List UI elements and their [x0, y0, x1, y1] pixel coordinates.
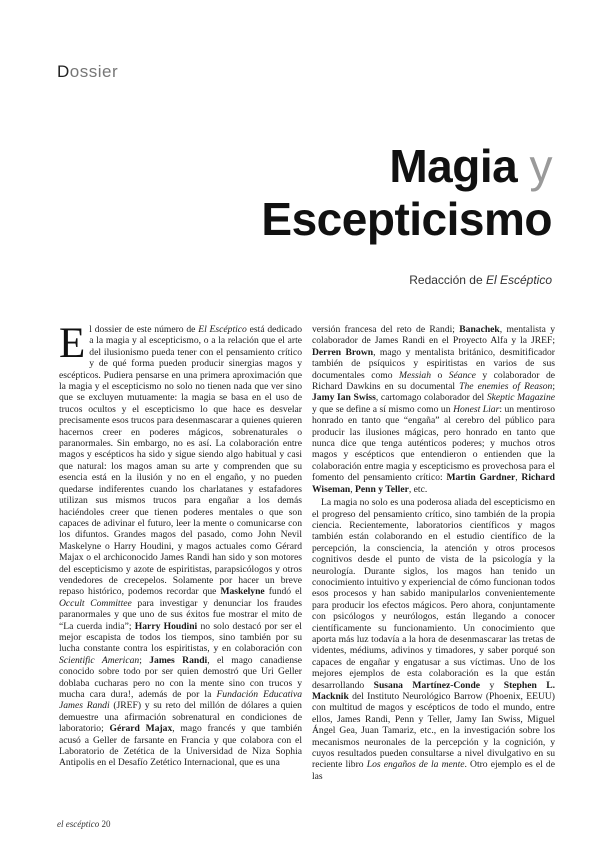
text-run: no solo destacó por ser el mejor escapista de todos los tiempos, sino también por su lucha constante contra los espiritistas, y en colaboración con	[59, 620, 302, 655]
text-run: , mago francés y que también acusó a Geller de farsante en Francia y que colabora con el Laboratorio de Zetética de la Universidad de Niza Sophia Antipolis en el Desafío Zetético Internacional, que es una	[59, 723, 302, 769]
text-run: o	[431, 369, 449, 381]
text-run: ;	[139, 654, 150, 666]
byline	[409, 273, 552, 287]
bold-run: Penn y Teller	[355, 483, 409, 495]
bold-run: Derren Brown	[312, 346, 374, 358]
italic-run: Scientific American	[59, 654, 140, 666]
text-run: , cartomago colaborador del	[375, 392, 487, 404]
left-paragraph-text	[59, 320, 303, 769]
bold-run: Banachek	[459, 324, 500, 335]
body-paragraph	[312, 497, 555, 782]
text-run: ;	[552, 381, 555, 393]
page-number: 20	[101, 819, 111, 829]
title-line-2: Escepticismo	[261, 193, 552, 245]
section-label	[57, 62, 118, 82]
text-run: y que se define a sí mismo como un	[312, 403, 454, 415]
article-column-right	[312, 324, 555, 782]
text-run: del Instituto Neurológico Barrow (Phoenix, EEUU) con multitud de magos y escépticos de todo el mundo, entre ellos, James Randi, Penn y Teller, Jamy Ian Swiss, Miguel Ángel Gea, Juan Tamariz, etc., en la investigación sobre los mecanismos neuronales de la percepción y la cognición, y cuyos resultados pueden consultarse a nivel divulgativo en su reciente libro	[312, 691, 555, 771]
italic-run: The enemies of Reason	[459, 381, 553, 393]
text-run: para investigar y denunciar los fraudes paranormales y que uno de sus éxitos fue mostrar el mito de “La cuerda india”;	[59, 597, 302, 632]
text-run: , el mago canadiense conocido sobre todo por ser quien demostró que Uri Geller doblaba cucharas pero no con la mente sino con trucos y mucha cara dura!, además de por la	[59, 654, 302, 700]
section-label-rest: ossier	[69, 62, 119, 81]
text-run: , mentalista y colaborador de James Randi en el Proyecto Alfa y la JREF;	[312, 324, 555, 347]
text-run: y colaborador de Richard Dawkins en su documental	[312, 369, 556, 393]
italic-run: Fundación Educativa James Randi	[59, 689, 302, 712]
text-run: , etc.	[408, 483, 428, 495]
italic-run: Occult Committee	[59, 597, 132, 609]
italic-run: Skeptic Magazine	[486, 392, 556, 404]
bold-run: Harry Houdini	[134, 620, 198, 632]
text-run: , mago y mentalista británico, desmitificador también de psíquicos y espiritistas en varios de sus documentales como	[312, 346, 555, 381]
text-run: y	[480, 679, 504, 691]
italic-run: Séance	[448, 369, 476, 381]
text-run: fundó el	[264, 586, 303, 598]
text-run: . Otro ejemplo es el de las	[312, 759, 555, 782]
title-conjunction: y	[529, 140, 552, 192]
bold-run: Jamy Ian Swiss	[312, 392, 376, 404]
footer-magazine-name: el escéptico	[57, 819, 100, 829]
text-run: está dedicado a la magia y al escepticismo, o a la relación que el arte del ilusionismo pueda tener con el pensamiento crítico y de qué forma pueden producir sinergias magos y escépticos. Pudiera pensarse en una primera aproximación que la magia y el escepticismo no solo no tienen nada que ver sino que se excluyen mutuamente: la magia se basa en el uso de trucos ocultos y el escepticismo lo que hace es desvelar precisamente esos trucos para desenmascarar a quienes quieren hacernos creer en poderes mágicos, sobrenaturales o paranormales. Sin embargo, no es así. La colaboración entre magos y escépticos ha sido y sigue siendo algo habitual y casi que natural: los magos aman su arte y comprenden que su esencia está en la ilusión y no en el engaño, y no pueden quedarse indiferentes cuando los charlatanes y estafadores utilizan sus mismos trucos para engañar a los demás haciéndoles creer que tienen poderes mentales o que son capaces de adivinar el futuro, leer la mente o comunicarse con los difuntos. Grandes magos del pasado, como John Nevil Maskelyne o Harry Houdini, y magos actuales como Gérard Majax o el archiconocido James Randi han sido y son motores del escepticismo y azote de espiritistas, parapsicólogos y otros vendedores de crecepelos. Solamente por hacer un breve repaso histórico, podemos recordar que	[59, 324, 302, 598]
article-column-left	[59, 320, 303, 769]
italic-run: Messiah	[399, 369, 431, 381]
page-footer	[57, 819, 110, 829]
body-paragraph	[312, 324, 555, 495]
italic-run: Honest Liar	[453, 403, 500, 415]
text-run: La magia no solo es una poderosa aliada del escepticismo en el progreso del pensamiento crítico, sino también de la propia ciencia. Recientemente, laboratorios científicos y magos también están colaborando en el estudio científico de la percepción, la consciencia, la atención y otros procesos cognitivos desde el punto de vista de la psicología y la neurología. Durante siglos, los magos han tenido un conocimiento intuitivo y experiencial de cómo funcionan todos esos procesos y han sabido manipularlos convenientemente para producir los efectos mágicos. Pero ahora, conjuntamente con psicólogos y neurólogos, están llegando a conocer científicamente su funcionamiento. Un conocimiento que aporta más luz todavía a la hora de desenmascarar las tretas de videntes, médiums, adivinos y timadores, y saber porqué son capaces de engañar y engatusar a sus víctimas. Uno de los mejores ejemplos de esta colaboración es la que están desarrollando	[312, 497, 555, 691]
section-label-initial: D	[57, 62, 70, 81]
bold-run: Richard Wiseman	[312, 472, 555, 495]
text-run: (JREF) y su reto del millón de dólares a quien demuestre una afirmación sobrenatural en condiciones de laboratorio;	[59, 700, 302, 735]
bold-run: Gérard Majax	[109, 723, 173, 735]
byline-prefix: Redacción de	[409, 273, 483, 287]
text-run: : un mentiroso honrado en tanto que “engaña” al cerebro del público para producir las ilusiones mágicas, pero honrado en tanto que nunca dice que tenga auténticos poderes; y muchos otros magos y escépticos que entendieron o entienden que la colaboración entre magia y escepticismo es provechosa para el fomento del pensamiento crítico:	[312, 403, 555, 484]
drop-cap: E	[59, 320, 86, 367]
text-run: ,	[350, 483, 355, 495]
bold-run: Martin Gardner	[446, 472, 516, 484]
bold-run: Susana Martínez-Conde	[373, 679, 481, 691]
bold-run: James Randi	[149, 654, 208, 666]
bold-run: Stephen L. Macknik	[312, 679, 556, 702]
byline-source: El Escéptico	[485, 273, 552, 287]
title-line-1	[261, 140, 552, 193]
text-run: l dossier de este número de	[89, 324, 199, 335]
body-paragraph	[59, 320, 303, 769]
article-title	[261, 140, 552, 246]
bold-run: Maskelyne	[220, 586, 265, 598]
title-word-magia: Magia	[389, 140, 518, 192]
text-run: ,	[515, 472, 522, 484]
text-run: versión francesa del reto de Randi;	[312, 324, 460, 335]
italic-run: El Escéptico	[198, 324, 247, 335]
italic-run: Los engaños de la mente	[366, 759, 465, 771]
